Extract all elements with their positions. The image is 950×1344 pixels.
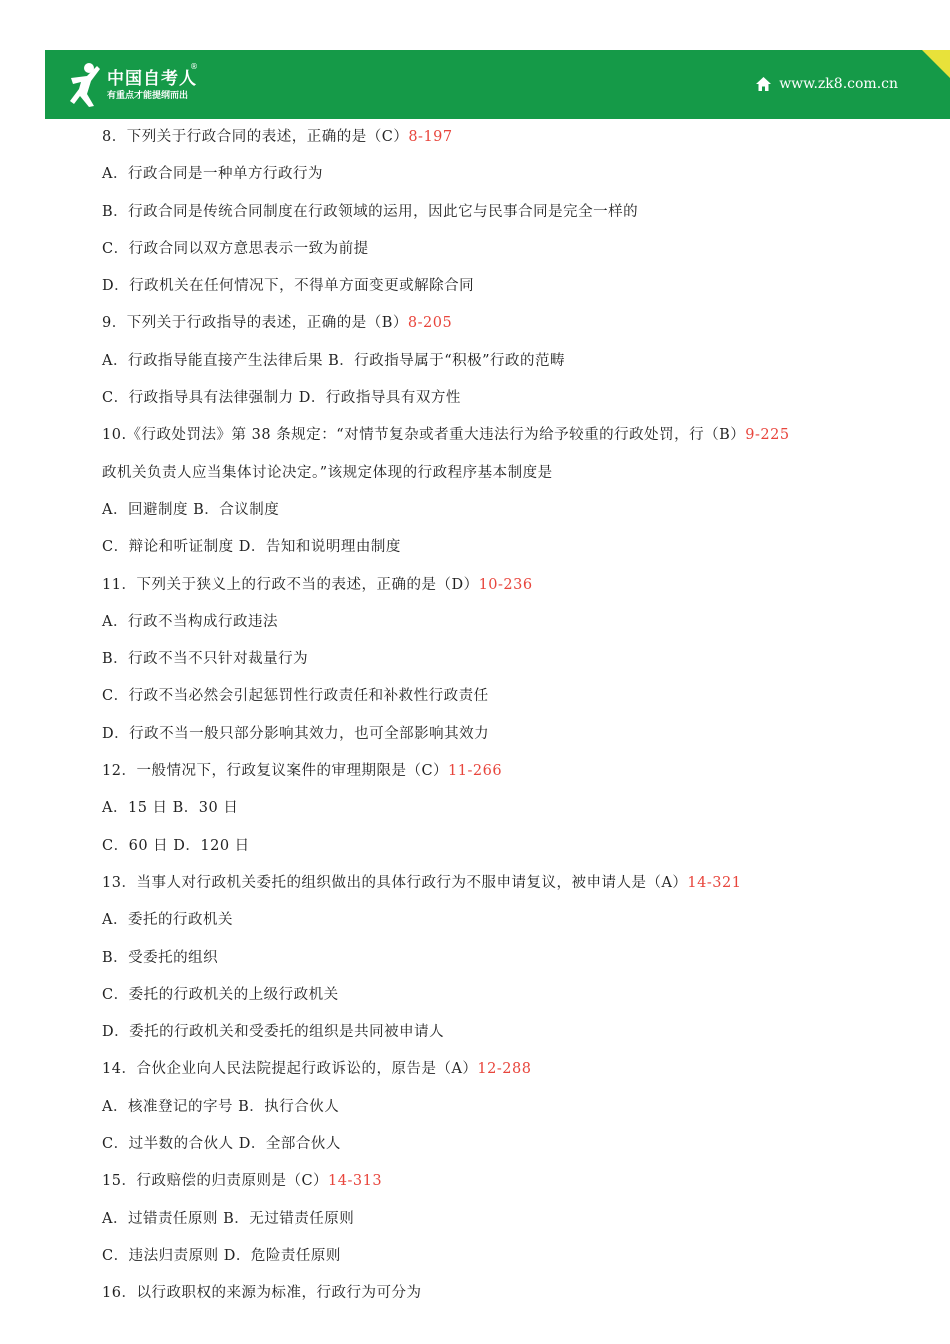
site-url[interactable]: www.zk8.com.cn xyxy=(779,76,898,92)
line-text: A．委托的行政机关 xyxy=(102,912,233,929)
page-reference: 14-313 xyxy=(328,1173,383,1190)
text-line xyxy=(102,1133,902,1170)
home-icon xyxy=(755,76,772,92)
page-reference: 8-197 xyxy=(408,129,453,145)
text-line xyxy=(102,909,902,946)
question-list xyxy=(102,126,902,1302)
line-text: 11．下列关于狭义上的行政不当的表述，正确的是（D） xyxy=(102,576,479,593)
text-line xyxy=(102,275,902,312)
line-text: 12．一般情况下，行政复议案件的审理期限是（C） xyxy=(102,763,449,780)
site-link[interactable] xyxy=(755,76,898,92)
line-text: C．行政指导具有法律强制力 D．行政指导具有双方性 xyxy=(102,390,461,407)
text-line xyxy=(102,1170,902,1207)
text-line xyxy=(102,1208,902,1245)
text-line xyxy=(102,499,902,536)
line-text: A．行政合同是一种单方行政行为 xyxy=(102,166,323,183)
line-text: C．60 日 D．120 日 xyxy=(102,837,250,854)
line-text: A．过错责任原则 B．无过错责任原则 xyxy=(102,1210,355,1227)
line-text: C．违法归责原则 D．危险责任原则 xyxy=(102,1247,341,1264)
text-line xyxy=(102,797,902,834)
logo-slogan: 有重点才能提纲而出 xyxy=(107,91,189,101)
page-reference: 14-321 xyxy=(687,874,742,891)
text-line xyxy=(102,350,902,387)
text-line xyxy=(102,1282,902,1319)
line-text: B．行政合同是传统合同制度在行政领域的运用，因此它与民事合同是完全一样的 xyxy=(102,203,639,220)
line-text: D．行政机关在任何情况下，不得单方面变更或解除合同 xyxy=(102,278,475,295)
text-line xyxy=(102,872,902,909)
registered-mark: ® xyxy=(190,62,198,71)
line-text: 政机关负责人应当集体讨论决定。”该规定体现的行政程序基本制度是 xyxy=(102,464,553,481)
header-banner xyxy=(45,50,950,119)
text-line xyxy=(102,648,902,685)
text-line xyxy=(102,462,902,499)
line-text: 15．行政赔偿的归责原则是（C） xyxy=(102,1173,329,1190)
corner-ribbon xyxy=(922,50,950,78)
text-line xyxy=(102,387,902,424)
text-line xyxy=(102,984,902,1021)
text-line xyxy=(102,1021,902,1058)
text-line xyxy=(102,723,902,760)
line-text: 14．合伙企业向人民法院提起行政诉讼的，原告是（A） xyxy=(102,1061,478,1078)
line-text: 9．下列关于行政指导的表述，正确的是（B） xyxy=(102,315,408,332)
text-line xyxy=(102,760,902,797)
line-text: C．行政合同以双方意思表示一致为前提 xyxy=(102,240,369,257)
line-text: 8．下列关于行政合同的表述，正确的是（C） xyxy=(102,129,409,145)
line-text: 13．当事人对行政机关委托的组织做出的具体行政行为不服申请复议，被申请人是（A） xyxy=(102,874,688,891)
page-reference: 11-266 xyxy=(448,763,503,780)
line-text: B．行政不当不只针对裁量行为 xyxy=(102,651,309,668)
text-line xyxy=(102,947,902,984)
text-line xyxy=(102,201,902,238)
line-text: 16．以行政职权的来源为标准，行政行为可分为 xyxy=(102,1285,422,1302)
text-line xyxy=(102,238,902,275)
line-text: A．核准登记的字号 B．执行合伙人 xyxy=(102,1098,340,1115)
line-text: C．辩论和听证制度 D．告知和说明理由制度 xyxy=(102,539,401,556)
line-text: A．行政指导能直接产生法律后果 B．行政指导属于“积极”行政的范畴 xyxy=(102,352,566,369)
text-line xyxy=(102,835,902,872)
text-line xyxy=(102,685,902,722)
text-line xyxy=(102,536,902,573)
line-text: C．过半数的合伙人 D．全部合伙人 xyxy=(102,1136,341,1153)
text-line xyxy=(102,1058,902,1095)
page-reference: 10-236 xyxy=(478,576,533,593)
text-line xyxy=(102,312,902,349)
text-line xyxy=(102,1096,902,1133)
line-text: 10.《行政处罚法》第 38 条规定：“对情节复杂或者重大违法行为给予较重的行政处罚，行（B） xyxy=(102,427,746,444)
text-line xyxy=(102,1245,902,1282)
text-line xyxy=(102,126,902,163)
logo-name: 中国自考人 xyxy=(107,69,197,89)
line-text: C．行政不当必然会引起惩罚性行政责任和补救性行政责任 xyxy=(102,688,489,705)
line-text: D．行政不当一般只部分影响其效力，也可全部影响其效力 xyxy=(102,725,490,742)
text-line xyxy=(102,574,902,611)
line-text: A．回避制度 B．合议制度 xyxy=(102,501,280,518)
line-text: D．委托的行政机关和受委托的组织是共同被申请人 xyxy=(102,1024,445,1041)
page-reference: 9-225 xyxy=(745,427,790,444)
text-line xyxy=(102,611,902,648)
page-reference: 8-205 xyxy=(407,315,453,332)
line-text: C．委托的行政机关的上级行政机关 xyxy=(102,986,339,1003)
line-text: A．行政不当构成行政违法 xyxy=(102,613,278,630)
line-text: B．受委托的组织 xyxy=(102,949,219,966)
line-text: A．15 日 B．30 日 xyxy=(102,800,239,817)
text-line xyxy=(102,163,902,200)
text-line xyxy=(102,424,902,461)
runner-logo-icon xyxy=(67,60,103,108)
page-reference: 12-288 xyxy=(477,1061,532,1078)
